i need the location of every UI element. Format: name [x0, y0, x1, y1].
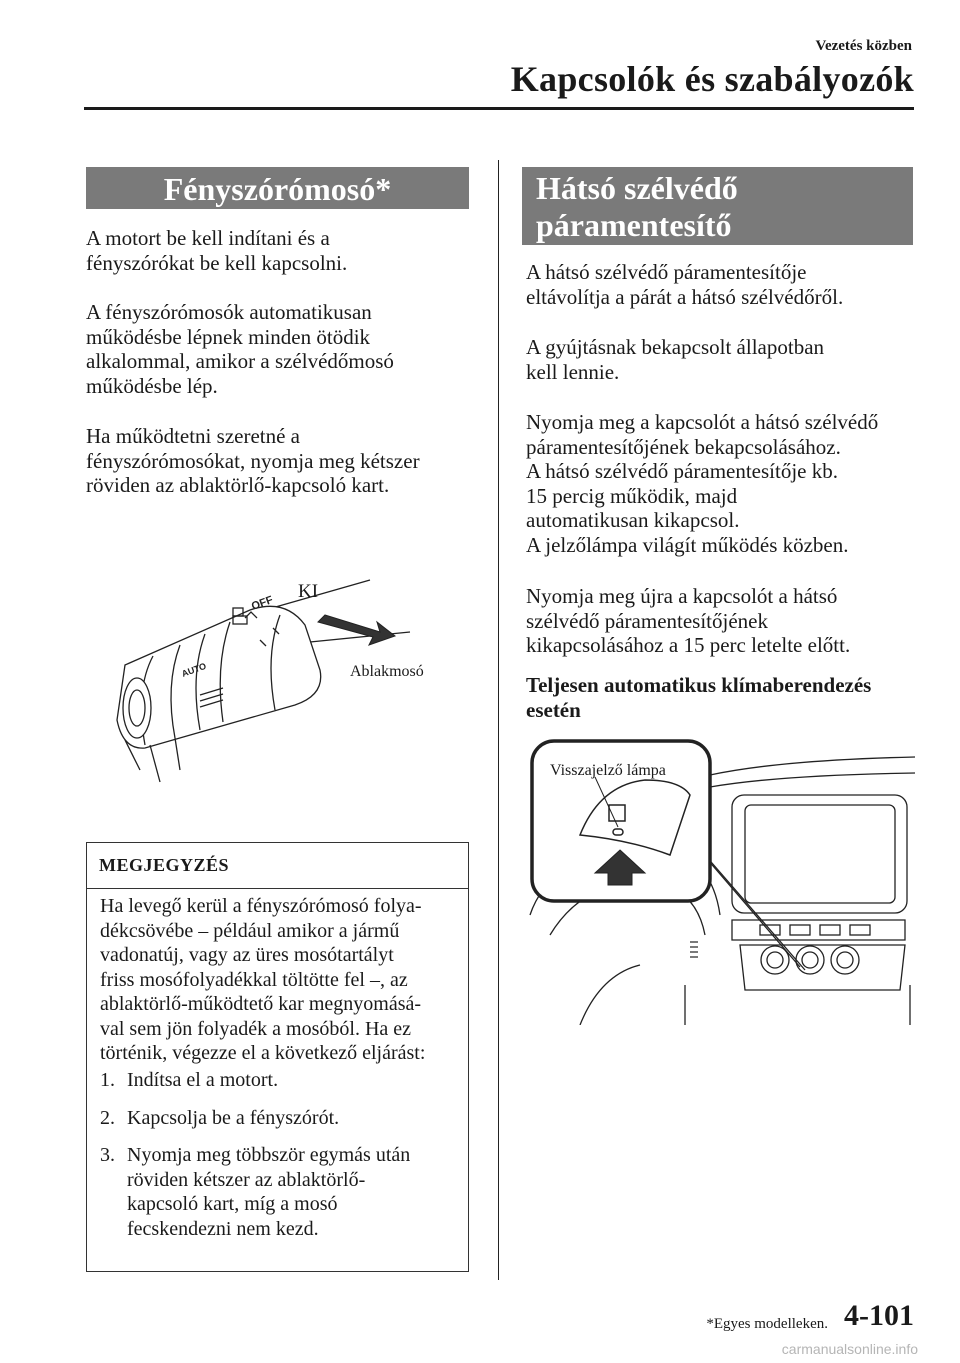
- text-line: vadonatúj, vagy az üres mosótartályt: [100, 944, 394, 966]
- step-number: 3.: [100, 1144, 115, 1166]
- text-line: működésbe lépnek minden ötödik: [86, 324, 371, 349]
- header-rule: [84, 107, 914, 110]
- note-body: [100, 894, 460, 1066]
- subheading-full-auto-climate: [526, 673, 926, 722]
- figure-label-off: KI: [298, 581, 319, 602]
- section-title-line: Hátsó szélvédő: [536, 170, 738, 206]
- section-title-headlamp-washer: Fényszórómosó*: [86, 167, 469, 209]
- text-line: Nyomja meg többször egymás után: [127, 1144, 411, 1166]
- step-number: 1.: [100, 1069, 115, 1091]
- note-box: [86, 842, 469, 1272]
- text-line: Kapcsolja be a fényszórót.: [127, 1106, 340, 1129]
- text-line: röviden az ablaktörlő-kapcsoló kart.: [86, 473, 390, 497]
- lever-off-mark: OFF: [249, 594, 275, 613]
- text-line: kell lennie.: [526, 359, 620, 384]
- text-line: A jelzőlámpa világít működés közben.: [526, 532, 849, 557]
- callout-label: Visszajelző lámpa: [550, 762, 666, 779]
- text-line: alkalommal, amikor a szélvédőmosó: [86, 349, 394, 373]
- text-line: eltávolítja a párát a hátsó szélvédőről.: [526, 284, 844, 309]
- left-paragraph-3: [86, 424, 476, 498]
- left-paragraph-2: [86, 300, 476, 398]
- text-line: A gyújtásnak bekapcsolt állapotban: [526, 335, 825, 359]
- text-line: A hátsó szélvédő páramentesítője kb.: [526, 459, 838, 483]
- text-line: páramentesítőjének bekapcsolásához.: [526, 434, 841, 459]
- page-number: 4-101: [844, 1299, 914, 1332]
- wiper-lever-illustration: [105, 570, 475, 800]
- step-item: [100, 1106, 460, 1131]
- right-paragraph-3: [526, 410, 926, 557]
- text-line: dékcsövébe – például amikor a jármű: [100, 919, 400, 942]
- lever-auto-mark: AUTO: [180, 660, 208, 679]
- chapter-title: Kapcsolók és szabályozók: [510, 59, 914, 99]
- text-line: kapcsoló kart, míg a mosó: [127, 1193, 338, 1215]
- footnote: *Egyes modelleken.: [706, 1316, 828, 1332]
- right-paragraph-4: [526, 584, 926, 658]
- note-steps: [100, 1068, 460, 1254]
- text-line: val sem jön folyadék a mosóból. Ha ez: [100, 1017, 412, 1040]
- figure-label-washer: Ablakmosó: [350, 663, 424, 680]
- text-line: Nyomja meg újra a kapcsolót a hátsó: [526, 584, 838, 608]
- indicator-lamp-icon: [613, 829, 623, 835]
- text-line: fényszórómosókat, nyomja meg kétszer: [86, 448, 420, 473]
- right-paragraph-1: [526, 260, 926, 309]
- text-line: Ha levegő kerül a fényszórómosó folya-: [100, 895, 422, 917]
- text-line: működésbe lép.: [86, 373, 218, 398]
- text-line: Indítsa el a motort.: [127, 1069, 279, 1091]
- note-header: [87, 843, 468, 889]
- note-heading: MEGJEGYZÉS: [99, 855, 230, 875]
- text-line: Teljesen automatikus klímaberendezés: [526, 673, 872, 697]
- text-line: 15 percig működik, majd: [526, 483, 738, 508]
- left-paragraph-1: [86, 226, 476, 275]
- text-line: automatikusan kikapcsol.: [526, 508, 740, 532]
- text-line: röviden kétszer az ablaktörlő-: [127, 1168, 366, 1191]
- text-line: A hátsó szélvédő páramentesítője: [526, 260, 807, 284]
- text-line: fecskendezni nem kezd.: [127, 1217, 319, 1240]
- text-line: A motort be kell indítani és a: [86, 226, 330, 250]
- text-line: Ha működtetni szeretné a: [86, 424, 300, 448]
- watermark: carmanualsonline.info: [781, 1341, 918, 1357]
- text-line: esetén: [526, 697, 581, 722]
- text-line: friss mosófolyadékkal töltötte fel –, az: [100, 968, 408, 991]
- text-line: szélvédő páramentesítőjének: [526, 608, 768, 633]
- chapter-subtitle: Vezetés közben: [815, 38, 912, 54]
- section-title-rear-defroster: [522, 167, 913, 245]
- dashboard-defroster-illustration: [520, 735, 915, 1025]
- column-divider: [498, 160, 499, 1280]
- text-line: ablaktörlő-működtető kar megnyomásá-: [100, 993, 422, 1015]
- text-line: fényszórókat be kell kapcsolni.: [86, 250, 348, 275]
- step-item: [100, 1143, 460, 1241]
- section-title-line: páramentesítő: [536, 207, 732, 243]
- right-paragraph-2: [526, 335, 926, 384]
- text-line: kikapcsolásához a 15 perc letelte előtt.: [526, 633, 851, 657]
- step-item: [100, 1068, 460, 1093]
- step-number: 2.: [100, 1106, 115, 1129]
- text-line: történik, végezze el a következő eljárást:: [100, 1042, 426, 1064]
- text-line: Nyomja meg a kapcsolót a hátsó szélvédő: [526, 410, 879, 434]
- text-line: A fényszórómosók automatikusan: [86, 300, 372, 324]
